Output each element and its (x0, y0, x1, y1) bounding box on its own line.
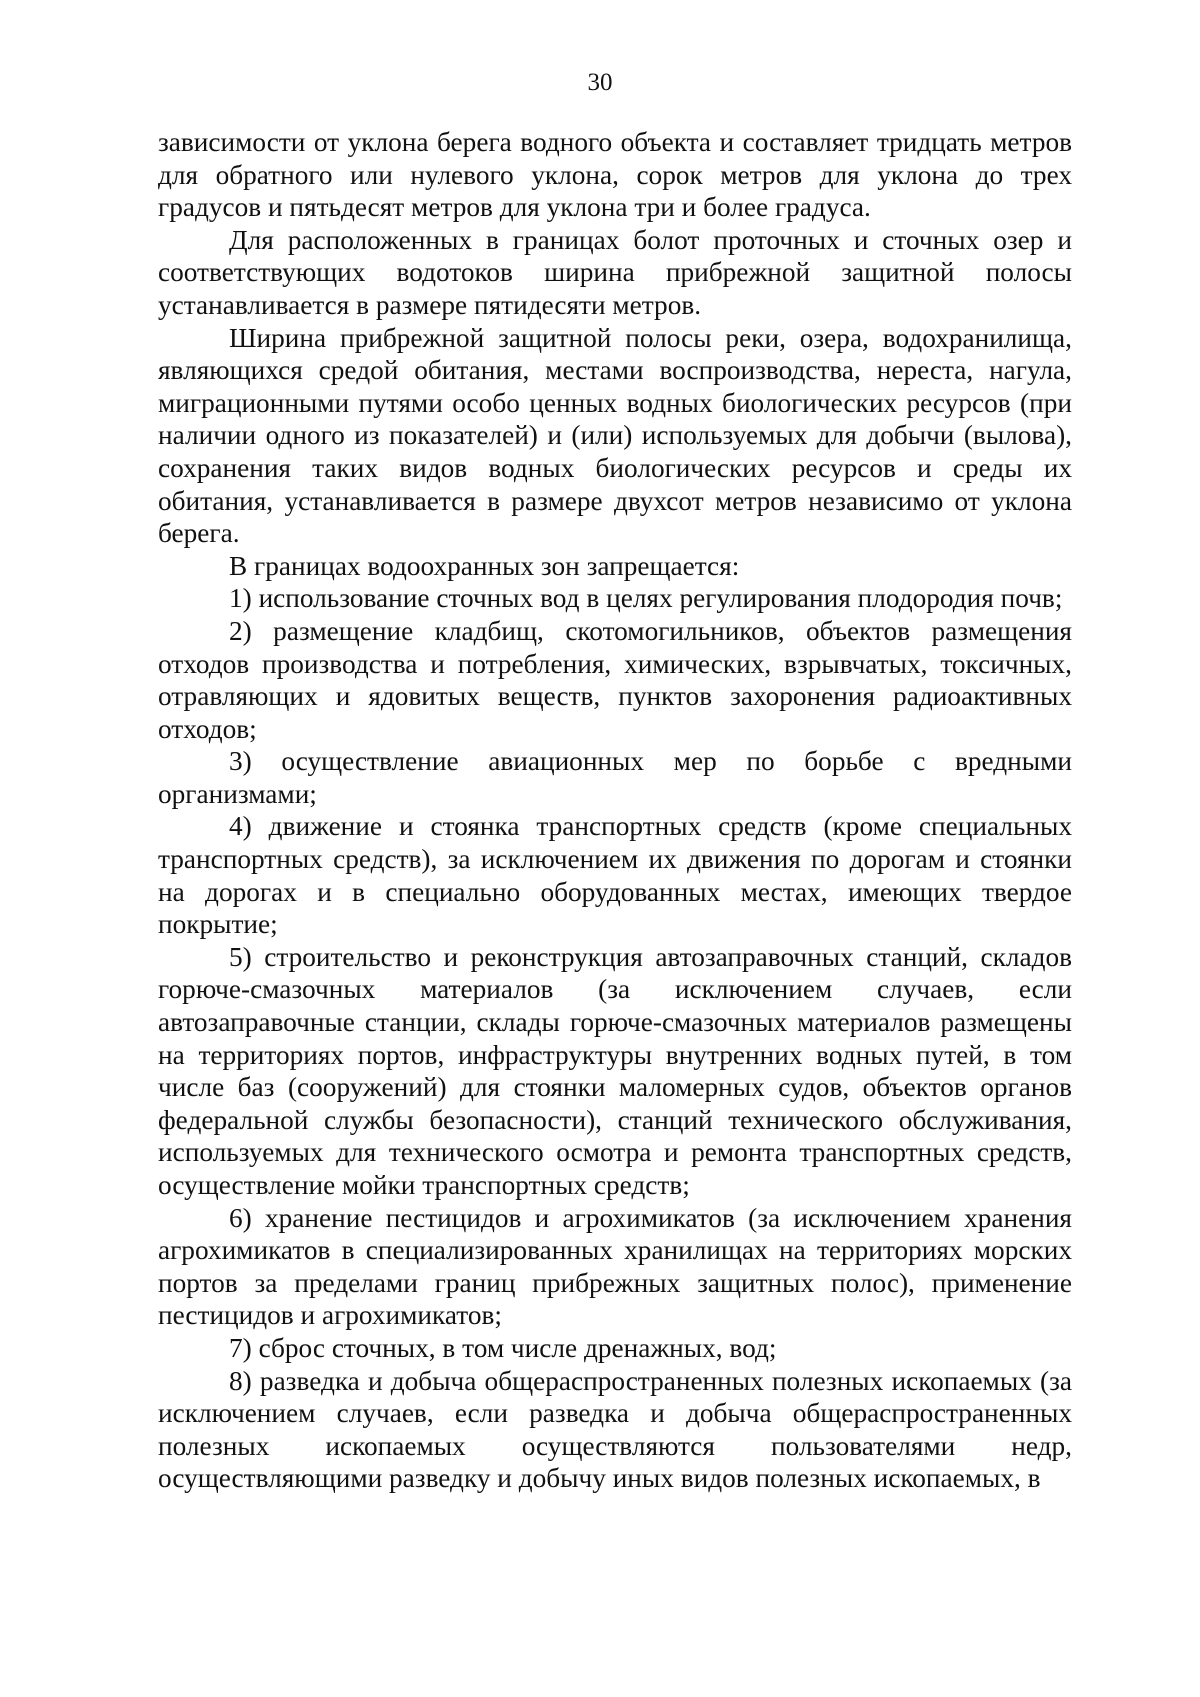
paragraph-continuation: зависимости от уклона берега водного объекта и составляет тридцать метров для обратного или нулевого уклона, сорок метров для уклона до трех градусов и пятьдесят метров для уклона три и более градуса. (158, 127, 1072, 223)
page-number: 30 (587, 69, 613, 96)
list-item-5: 5) строительство и реконструкция автозаправочных станций, складов горюче-смазочных материалов (за исключением случаев, если автозаправочные станции, склады горюче-смазочных материалов размещены на территориях портов, инфраструктуры внутренних водных путей, в том числе баз (сооружений) для стоянки маломерных судов, объектов органов федеральной службы безопасности), станций технического обслуживания, используемых для технического осмотра и ремонта транспортных средств, осуществление мойки транспортных средств; (158, 941, 1072, 1200)
list-item-1: 1) использование сточных вод в целях регулирования плодородия почв; (229, 583, 1063, 614)
paragraph-swamp-lakes: Для расположенных в границах болот проточных и сточных озер и соответствующих водотоков ширина прибрежной защитной полосы устанавливается в размере пятидесяти метров. (158, 224, 1072, 320)
list-item-7: 7) сброс сточных, в том числе дренажных, вод; (229, 1332, 777, 1363)
list-item-6: 6) хранение пестицидов и агрохимикатов (за исключением хранения агрохимикатов в специализированных хранилищах на территориях морских портов за пределами границ прибрежных защитных полос), применение пестицидов и агрохимикатов; (158, 1202, 1072, 1331)
list-item-3: 3) осуществление авиационных мер по борьбе с вредными организмами; (158, 746, 1072, 809)
paragraph-protective-strip-width: Ширина прибрежной защитной полосы реки, озера, водохранилища, являющихся средой обитания, местами воспроизводства, нереста, нагула, миграционными путями особо ценных водных биологических ресурсов (при наличии одного из показателей) и (или) используемых для добычи (вылова), сохранения таких видов водных биологических ресурсов и среды их обитания, устанавливается в размере двухсот метров независимо от уклона берега. (158, 322, 1072, 549)
list-item-4: 4) движение и стоянка транспортных средств (кроме специальных транспортных средств), за исключением их движения по дорогам и стоянки на дорогах и в специально оборудованных местах, имеющих твердое покрытие; (158, 811, 1072, 940)
paragraph-prohibitions-intro: В границах водоохранных зон запрещается: (229, 550, 740, 581)
list-item-2: 2) размещение кладбищ, скотомогильников, объектов размещения отходов производства и потребления, химических, взрывчатых, токсичных, отравляющих и ядовитых веществ, пунктов захоронения радиоактивных отходов; (158, 615, 1072, 744)
list-item-8: 8) разведка и добыча общераспространенных полезных ископаемых (за исключением случаев, если разведка и добыча общераспространенных полезных ископаемых осуществляются пользователями недр, осуществляющими разведку и добычу иных видов полезных ископаемых, в (158, 1365, 1072, 1494)
document-body (158, 126, 1072, 1495)
